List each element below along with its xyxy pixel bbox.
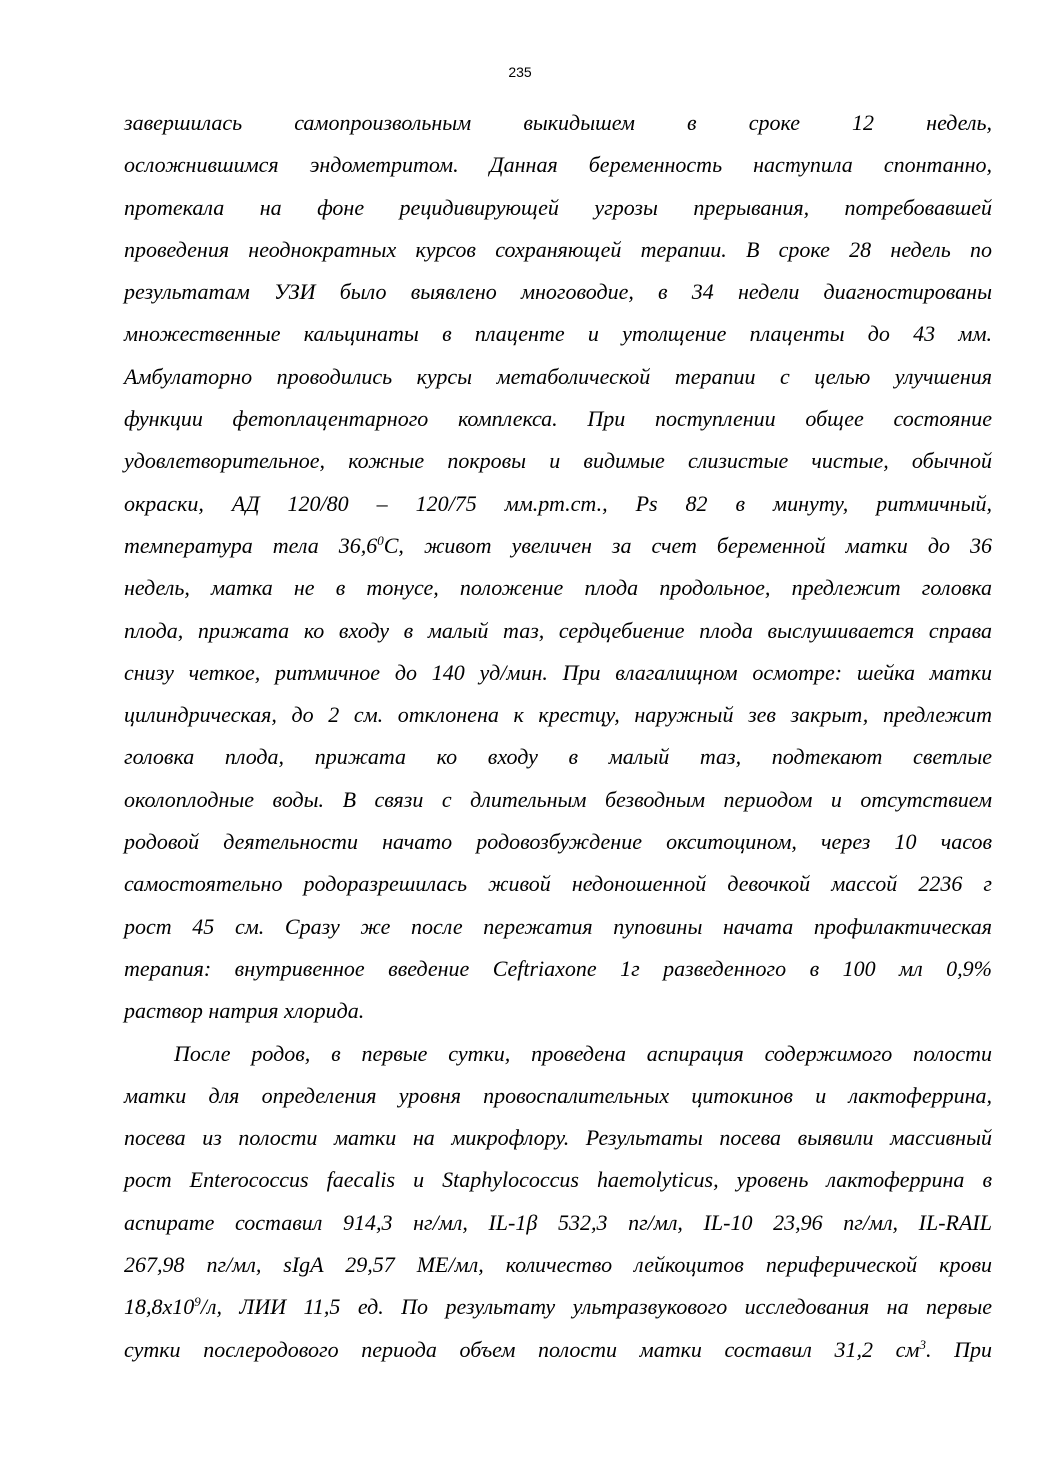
text-line: множественные кальцинаты в плаценте и утолщение плаценты до 43 мм. bbox=[124, 321, 992, 347]
text-line: Амбулаторно проводились курсы метаболической терапии с целью улучшения bbox=[124, 363, 992, 389]
text-line: снизу четкое, ритмичное до 140 уд/мин. При влагалищном осмотре: шейка матки bbox=[124, 659, 992, 685]
document-body bbox=[124, 102, 992, 1371]
text-line: рост 45 см. Сразу же после пережатия пуповины начата профилактическая bbox=[124, 913, 992, 939]
superscript: 3 bbox=[919, 1336, 926, 1352]
text-line: недель, матка не в тонусе, положение плода продольное, предлежит головка bbox=[124, 575, 992, 601]
text-line: протекала на фоне рецидивирующей угрозы прерывания, потребовавшей bbox=[124, 194, 992, 220]
text-line: родовой деятельности начато родовозбуждение окситоцином, через 10 часов bbox=[124, 829, 992, 855]
text-line: проведения неоднократных курсов сохраняющей терапии. В сроке 28 недель по bbox=[124, 236, 992, 262]
text-line: завершилась самопроизвольным выкидышем в сроке 12 недель, bbox=[124, 110, 992, 135]
text-fragment: С, живот увеличен за счет беременной матки до 36 bbox=[383, 532, 992, 558]
text-line: результатам УЗИ было выявлено многоводие, в 34 недели диагностированы bbox=[124, 279, 992, 305]
text-line: 267,98 пг/мл, sIgA 29,57 МЕ/мл, количество лейкоцитов периферической крови bbox=[124, 1252, 992, 1278]
text-line: функции фетоплацентарного комплекса. При поступлении общее состояние bbox=[124, 406, 992, 432]
text-line: терапия: внутривенное введение Ceftriaxone 1г разведенного в 100 мл 0,9% bbox=[124, 955, 992, 981]
text-line: посева из полости матки на микрофлору. Результаты посева выявили массивный bbox=[124, 1125, 992, 1151]
text-line: плода, прижата ко входу в малый таз, сердцебиение плода выслушивается справа bbox=[124, 617, 992, 643]
text-fragment: сутки послеродового периода объем полости матки составил 31,2 см bbox=[124, 1336, 920, 1362]
text-line-first: После родов, в первые сутки, проведена аспирация содержимого полости bbox=[174, 1040, 992, 1066]
text-line: самостоятельно родоразрешилась живой недоношенной девочкой массой 2236 г bbox=[124, 871, 992, 897]
text-line: матки для определения уровня провоспалительных цитокинов и лактоферрина, bbox=[124, 1082, 992, 1108]
page-number: 235 bbox=[508, 64, 532, 80]
text-line: удовлетворительное, кожные покровы и видимые слизистые чистые, обычной bbox=[124, 448, 992, 474]
paragraph-1 bbox=[124, 102, 992, 1033]
text-line-volume bbox=[124, 1329, 992, 1371]
superscript: 0 bbox=[377, 532, 384, 548]
text-line: околоплодные воды. В связи с длительным безводным периодом и отсутствием bbox=[124, 786, 992, 812]
text-line: окраски, АД 120/80 – 120/75 мм.рт.ст., Ps 82 в минуту, ритмичный, bbox=[124, 490, 992, 516]
text-line: осложнившимся эндометритом. Данная беременность наступила спонтанно, bbox=[124, 152, 992, 178]
text-fragment: 18,8х10 bbox=[124, 1294, 195, 1320]
text-line: цилиндрическая, до 2 см. отклонена к крестцу, наружный зев закрыт, предлежит bbox=[124, 702, 992, 728]
text-line-temperature bbox=[124, 525, 992, 567]
text-line: головка плода, прижата ко входу в малый таз, подтекают светлые bbox=[124, 744, 992, 770]
superscript: 9 bbox=[194, 1294, 201, 1310]
text-line: рост Enterococcus faecalis и Staphylococcus haemolyticus, уровень лактоферрина в bbox=[124, 1167, 992, 1193]
text-line-last: раствор натрия хлорида. bbox=[124, 998, 365, 1024]
text-line-leukocytes bbox=[124, 1286, 992, 1328]
paragraph-2 bbox=[124, 1033, 992, 1371]
text-fragment: температура тела 36,6 bbox=[124, 532, 378, 558]
text-fragment: /л, ЛИИ 11,5 ед. По результату ультразвукового исследования на первые bbox=[200, 1294, 992, 1320]
text-fragment: . При bbox=[925, 1336, 992, 1362]
text-line: аспирате составил 914,3 нг/мл, IL-1β 532,3 пг/мл, IL-10 23,96 пг/мл, IL-RAIL bbox=[124, 1209, 992, 1235]
